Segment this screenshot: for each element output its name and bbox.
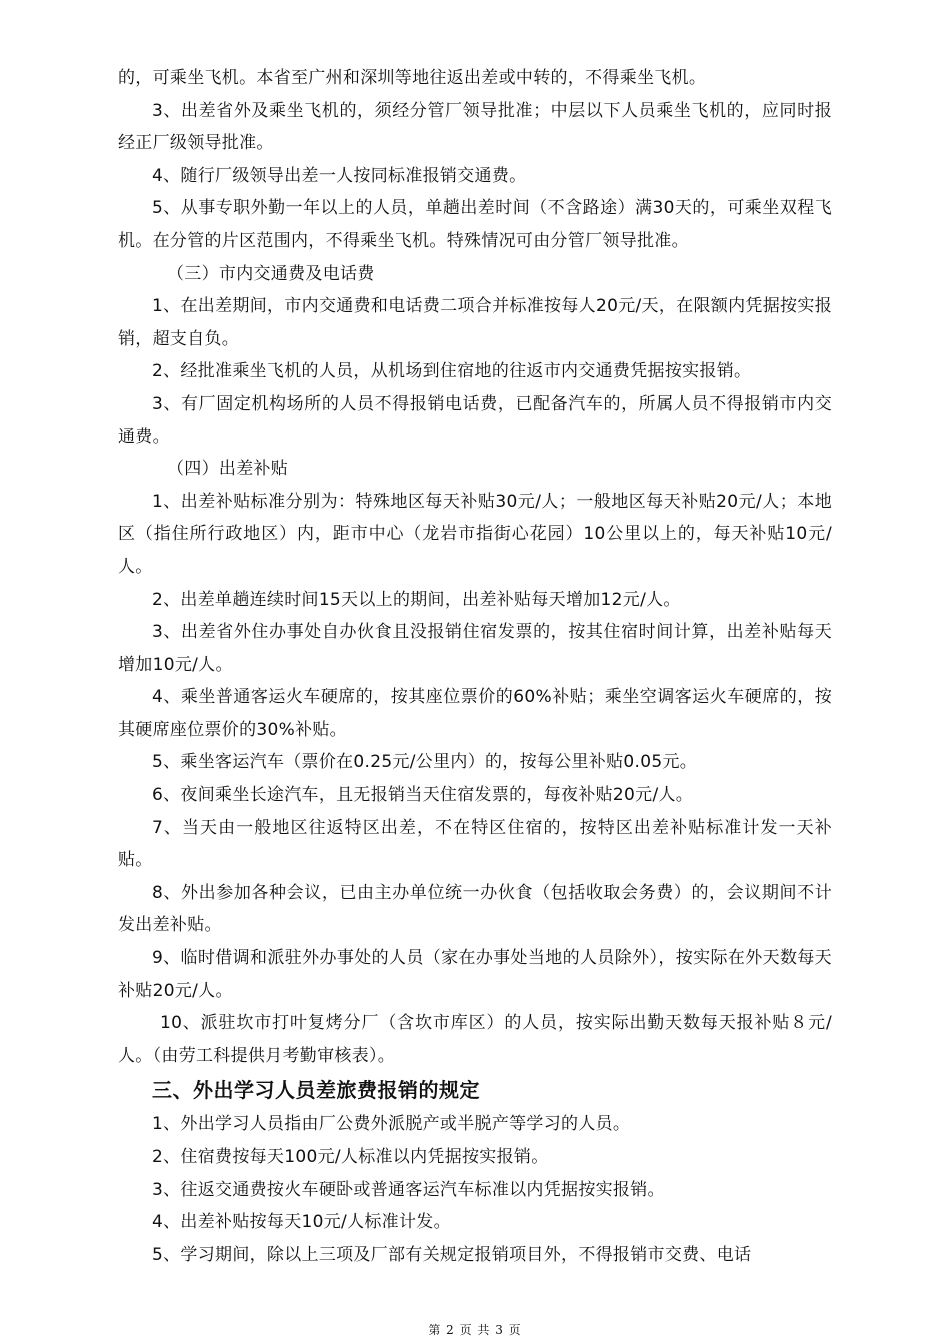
paragraph-study-item-1: 1、外出学习人员指由厂公费外派脱产或半脱产等学习的人员。: [152, 1114, 631, 1135]
paragraph-allowance-item-5: 5、乘坐客运汽车（票价在0.25元/公里内）的，按每公里补贴0.05元。: [152, 752, 698, 773]
paragraph-study-item-4: 4、出差补贴按每天10元/人标准计发。: [152, 1212, 451, 1233]
page-number-footer: 第 2 页 共 3 页: [428, 1323, 522, 1337]
paragraph-study-item-3: 3、往返交通费按火车硬卧或普通客运汽车标准以内凭据按实报销。: [152, 1179, 665, 1200]
paragraph-item-5-field-staff: 5、从事专职外勤一年以上的人员，单趟出差时间（不含路途）满30天的，可乘坐双程飞机。在分管的片区范围内，不得乘坐飞机。特殊情况可由分管厂领导批准。: [118, 198, 832, 251]
paragraph-allowance-item-8: 8、外出参加各种会议，已由主办单位统一办伙食（包括收取会务费）的，会议期间不计发出差补贴。: [118, 882, 832, 936]
paragraph-city-item-1: 1、在出差期间，市内交通费和电话费二项合并标准按每人20元/天，在限额内凭据按实报销，超支自负。: [118, 296, 832, 349]
paragraph-allowance-item-10: 10、派驻坎市打叶复烤分厂（含坎市库区）的人员，按实际出勤天数每天报补贴８元/人。（由劳工科提供月考勤审核表）。: [118, 1013, 832, 1066]
paragraph-allowance-item-1: 1、出差补贴标准分别为：特殊地区每天补贴30元/人；一般地区每天补贴20元/人；本地区（指住所行政地区）内，距市中心（龙岩市指街心花园）10公里以上的，每天补贴10元/人。: [118, 491, 832, 577]
subheading-travel-allowance: （四）出差补贴: [167, 459, 289, 480]
paragraph-city-item-2: 2、经批准乘坐飞机的人员，从机场到住宿地的往返市内交通费凭据按实报销。: [152, 361, 752, 382]
paragraph-item-4-accompanying: 4、随行厂级领导出差一人按同标准报销交通费。: [152, 165, 527, 186]
section-title-study-travel: 三、外出学习人员差旅费报销的规定: [152, 1078, 480, 1103]
paragraph-allowance-item-6: 6、夜间乘坐长途汽车，且无报销当天住宿发票的，每夜补贴20元/人。: [152, 785, 694, 806]
paragraph-allowance-item-9: 9、临时借调和派驻外办事处的人员（家在办事处当地的人员除外），按实际在外天数每天补贴20元/人。: [118, 948, 832, 1001]
paragraph-study-item-2: 2、住宿费按每天100元/人标准以内凭据按实报销。: [152, 1147, 549, 1167]
subheading-city-transport: （三）市内交通费及电话费: [167, 263, 375, 284]
paragraph-continued: 的，可乘坐飞机。本省至广州和深圳等地往返出差或中转的，不得乘坐飞机。: [118, 68, 707, 88]
paragraph-study-item-5: 5、学习期间，除以上三项及厂部有关规定报销项目外，不得报销市交费、电话: [152, 1244, 752, 1265]
paragraph-allowance-item-4: 4、乘坐普通客运火车硬席的，按其座位票价的60%补贴；乘坐空调客运火车硬席的，按其硬席座位票价的30%补贴。: [118, 687, 832, 740]
paragraph-allowance-item-2: 2、出差单趟连续时间15天以上的期间，出差补贴每天增加12元/人。: [152, 589, 681, 610]
paragraph-item-3-flight-approval: 3、出差省外及乘坐飞机的，须经分管厂领导批准；中层以下人员乘坐飞机的，应同时报经正厂级领导批准。: [118, 100, 832, 154]
paragraph-allowance-item-3: 3、出差省外住办事处自办伙食且没报销住宿发票的，按其住宿时间计算，出差补贴每天增加10元/人。: [118, 622, 832, 675]
paragraph-city-item-3: 3、有厂固定机构场所的人员不得报销电话费，已配备汽车的，所属人员不得报销市内交通费。: [118, 393, 832, 447]
paragraph-allowance-item-7: 7、当天由一般地区往返特区出差，不在特区住宿的，按特区出差补贴标准计发一天补贴。: [118, 817, 832, 871]
document-body: [118, 62, 832, 1271]
